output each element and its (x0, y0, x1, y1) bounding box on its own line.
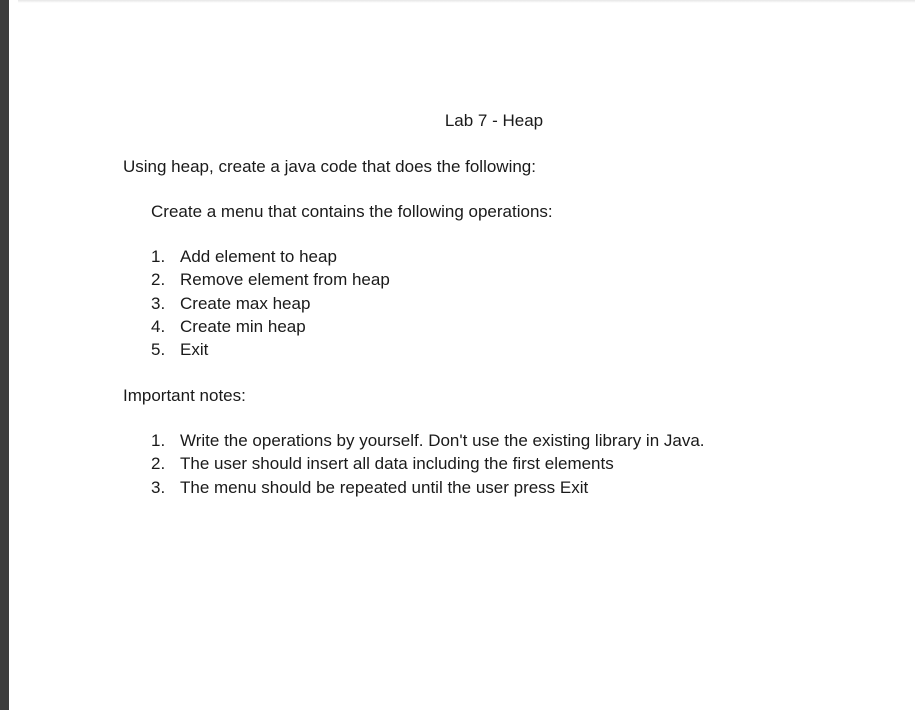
list-text: Create min heap (180, 316, 306, 336)
intro-paragraph: Using heap, create a java code that does the following: (123, 157, 536, 176)
list-number: 5. (151, 340, 166, 360)
menu-operations-list (151, 245, 390, 361)
list-text: Remove element from heap (180, 270, 390, 290)
list-text: Write the operations by yourself. Don't use the existing library in Java. (180, 431, 705, 450)
viewer-left-edge (0, 0, 9, 710)
list-item (151, 476, 705, 499)
list-item (151, 338, 390, 361)
document-title: Lab 7 - Heap (444, 111, 544, 130)
list-item (151, 315, 390, 338)
notes-heading: Important notes: (123, 386, 246, 405)
list-item (151, 292, 390, 315)
list-number: 3. (151, 293, 166, 313)
page-top-shadow (18, 0, 915, 3)
list-number: 2. (151, 454, 166, 474)
list-text: Exit (180, 340, 209, 360)
list-number: 2. (151, 270, 166, 290)
important-notes-list (151, 429, 705, 499)
document-page (9, 0, 915, 710)
menu-intro-paragraph: Create a menu that contains the following operations: (151, 202, 553, 221)
list-item (151, 429, 705, 452)
list-number: 1. (151, 247, 166, 266)
list-text: Create max heap (180, 293, 311, 313)
list-number: 4. (151, 316, 166, 336)
list-text: Add element to heap (180, 247, 337, 266)
list-item (151, 268, 390, 291)
list-text: The user should insert all data including the first elements (180, 454, 614, 474)
list-text: The menu should be repeated until the user press Exit (180, 477, 589, 497)
list-item (151, 452, 705, 475)
list-item (151, 245, 390, 268)
list-number: 3. (151, 477, 166, 497)
list-number: 1. (151, 431, 166, 450)
